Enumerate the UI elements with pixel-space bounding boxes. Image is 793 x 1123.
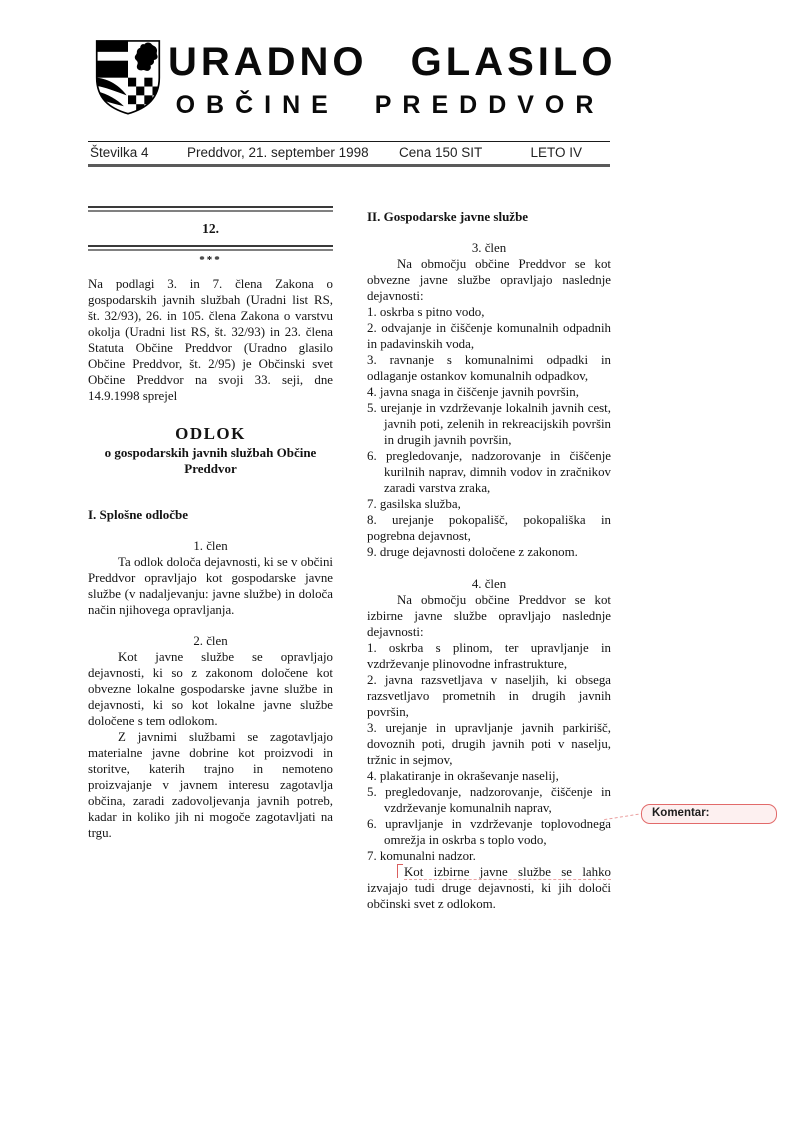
masthead — [168, 40, 617, 120]
commented-text-range: Kot izbirne javne službe se lahko — [404, 865, 611, 879]
article-2-heading: 2. člen — [193, 634, 228, 648]
list-item: 3. urejanje in upravljanje javnih parkirišč, dovoznih poti, drugih javnih poti v naselju, tržnic in sejmov, — [367, 721, 611, 767]
list-item: 7. komunalni nadzor. — [367, 849, 476, 863]
list-item: 1. oskrba s plinom, ter upravljanje in vzdrževanje plinovodne infrastrukture, — [367, 641, 611, 671]
article-4-closing-paragraph — [367, 864, 611, 912]
closing-text-rest: izvajajo tudi druge dejavnosti, ki jih določi občinski svet z odlokom. — [367, 881, 611, 911]
article-4-heading: 4. člen — [471, 577, 507, 591]
issue-info-bar — [88, 141, 610, 167]
list-item: 3. ravnanje s komunalnimi odpadki in odlaganje ostankov komunalnih odpadkov, — [367, 353, 611, 383]
list-item: 2. javna razsvetljava v naseljih, ki obsega razsvetljavo prometnih in drugih javnih površin, — [367, 673, 611, 719]
list-item: 2. odvajanje in čiščenje komunalnih odpadnih in padavinskih voda, — [367, 321, 611, 351]
price: Cena 150 SIT — [399, 145, 483, 160]
comment-anchor-bracket — [397, 864, 403, 878]
decree-title: ODLOK — [175, 424, 246, 443]
decree-subtitle: o gospodarskih javnih službah Občine Preddvor — [104, 445, 317, 476]
list-item: 5. urejanje in vzdrževanje lokalnih javnih cest, javnih poti, zelenih in rekreacijskih površin in drugih javnih površin, — [367, 401, 611, 447]
divider-rule — [88, 245, 333, 251]
article-4-intro: Na območju občine Preddvor se kot izbirne javne službe opravljajo naslednje dejavnosti: — [367, 593, 611, 639]
article-3-list — [367, 304, 611, 560]
issue-number: Številka 4 — [90, 145, 149, 160]
list-item: 4. plakatiranje in okraševanje naselij, — [367, 769, 559, 783]
place-and-date: Preddvor, 21. september 1998 — [187, 145, 369, 160]
comment-label: Komentar: — [652, 807, 710, 819]
list-item: 5. pregledovanje, nadzorovanje, čiščenje in vzdrževanje komunalnih naprav, — [367, 785, 611, 815]
list-item: 6. upravljanje in vzdrževanje toplovodnega omrežja in oskrba s toplo vodo, — [367, 817, 611, 847]
preamble-paragraph: Na podlagi 3. in 7. člena Zakona o gospodarskih javnih službah (Uradni list RS, št. 32/93), 26. in 105. člena Zakona o varstvu okolja (Uradni list RS, št. 32/93) in 23. člena Statuta Občine Preddvor (Uradno glasilo Občine Preddvor, št. 2/95) je Občinski svet Občine Preddvor na svoji 33. seji, dne 14.9.1998 sprejel — [88, 277, 333, 403]
list-item: 8. urejanje pokopališč, pokopališka in pogrebna dejavnost, — [367, 513, 611, 543]
list-item: 1. oskrba s pitno vodo, — [367, 305, 485, 319]
section-2-heading: II. Gospodarske javne službe — [367, 209, 529, 224]
comment-balloon — [641, 804, 777, 824]
divider-rule — [88, 206, 333, 212]
article-4-list — [367, 640, 611, 864]
section-1-heading: I. Splošne odločbe — [88, 507, 189, 522]
volume-label: LETO IV — [530, 145, 582, 160]
article-3-intro: Na območju občine Preddvor se kot obvezne javne službe opravljajo naslednje dejavnosti: — [367, 257, 611, 303]
gazette-item-number: 12. — [202, 221, 219, 236]
municipal-coat-of-arms — [94, 38, 162, 116]
list-item: 7. gasilska služba, — [367, 497, 461, 511]
gazette-subtitle: OBČINE PREDDVOR — [175, 91, 605, 119]
article-3-heading: 3. člen — [471, 241, 507, 255]
article-2-paragraph-1: Kot javne službe se opravljajo dejavnosti, ki so z zakonom določene kot obvezne lokalne gospodarske javne službe in dejavnosti, ki so kot lokalne javne službe določene s tem odlokom. — [88, 650, 333, 728]
section-separator-stars: *** — [199, 254, 222, 266]
gazette-title: URADNO GLASILO — [168, 40, 617, 84]
list-item: 6. pregledovanje, nadzorovanje in čiščenje kurilnih naprav, dimnih vodov in zračnikov zaradi varstva zraka, — [367, 449, 611, 495]
right-column — [367, 200, 611, 912]
article-1-text: Ta odlok določa dejavnosti, ki se v občini Preddvor opravljajo kot gospodarske javne službe (v nadaljevanju: javne službe) in določa način njihovega opravljanja. — [88, 555, 333, 617]
left-column — [88, 200, 333, 841]
article-1-heading: 1. člen — [193, 539, 228, 553]
list-item: 4. javna snaga in čiščenje javnih površin, — [367, 385, 579, 399]
article-2-paragraph-2: Z javnimi službami se zagotavljajo materialne javne dobrine kot proizvodi in storitve, katerih trajno in nemoteno proizvajanje v javnem interesu zagotavlja občina, zaradi zadovoljevanja javnih potreb, kadar in koliko jih ni mogoče zagotavljati na trgu. — [88, 730, 333, 840]
list-item: 9. druge dejavnosti določene z zakonom. — [367, 545, 578, 559]
